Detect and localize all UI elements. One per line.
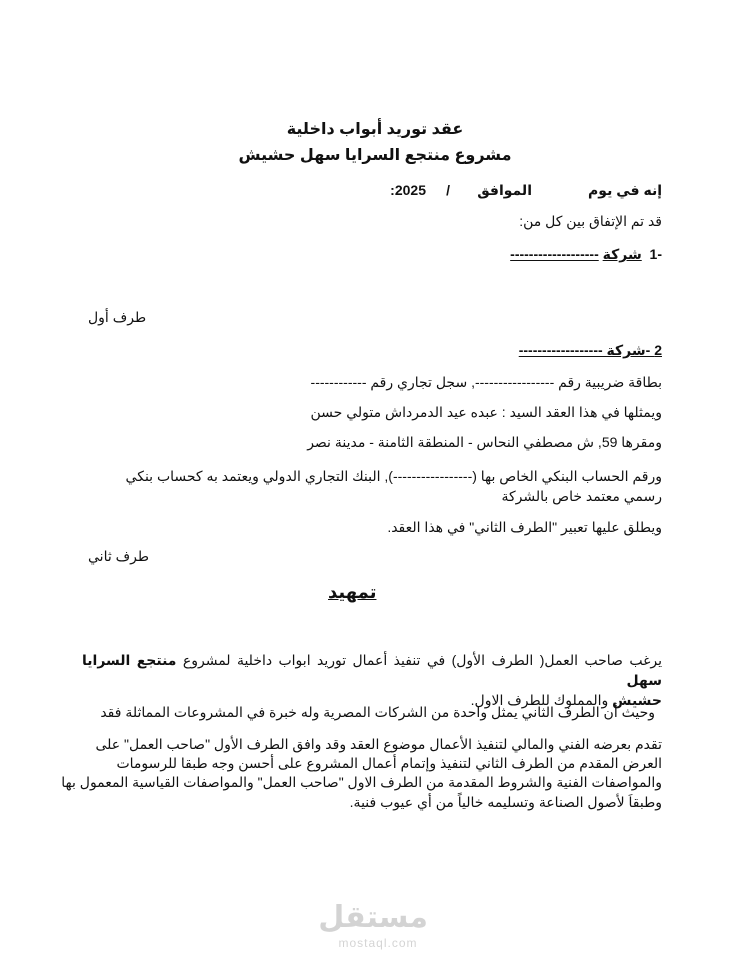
- preamble-paragraph-2: وحيث أن الطرف الثاني يمثل واحدة من الشركات المصرية وله خبرة في المشروعات المماثلة فقد: [100, 704, 655, 720]
- party2-called-line: ويطلق عليها تعبير "الطرف الثاني" في هذا العقد.: [387, 519, 662, 535]
- mostaql-watermark-logo: [318, 900, 428, 960]
- intro-text: قد تم الإتفاق بين كل من:: [519, 213, 662, 229]
- party1-number: -1: [649, 246, 662, 262]
- date-year: 2025:: [390, 182, 426, 198]
- preamble-p3-line-3: والمواصفات الفنية والشروط المقدمة من الطرف الاول "صاحب العمل" والمواصفات القياسية المعمول بها: [61, 774, 662, 790]
- preamble-p1-project: منتجع السرايا سهل: [82, 652, 662, 688]
- party2-rep-line: ويمثلها في هذا العقد السيد : عبده عيد الدمرداش متولي حسن: [310, 404, 662, 420]
- date-day-label: إنه في يوم: [588, 182, 662, 198]
- preamble-p3-line-4: وطبقاَ لأصول الصناعة وتسليمه خالياً من أي عيوب فنية.: [349, 794, 662, 810]
- watermark-arabic: مستقل: [318, 901, 428, 934]
- project-title: مشروع منتجع السرايا سهل حشيش: [238, 147, 512, 164]
- date-mowafeq-label: الموافق: [477, 182, 532, 198]
- party1-company: شركة: [602, 246, 642, 262]
- preamble-p1-tail: والمملوك للطرف الاول.: [470, 692, 609, 708]
- watermark-latin: mostaql.com: [338, 936, 418, 950]
- party1-dashes: -------------------: [510, 246, 599, 262]
- preamble-paragraph-1: [82, 650, 662, 710]
- contract-title: عقد توريد أبواب داخلية: [286, 121, 464, 138]
- party1-heading: [510, 245, 662, 263]
- party2-tax-line: بطاقة ضريبية رقم -----------------, سجل تجاري رقم ------------: [310, 374, 662, 390]
- preamble-heading: تمهيد: [328, 582, 377, 602]
- preamble-p3-line-1: تقدم بعرضه الفني والمالي لتنفيذ الأعمال موضوع العقد وقد وافق الطرف الأول "صاحب العمل" على: [95, 736, 662, 752]
- party2-bank-line-2: رسمي معتمد خاص بالشركة: [501, 488, 662, 504]
- preamble-p1-text: يرغب صاحب العمل( الطرف الأول) في تنفيذ أعمال توريد ابواب داخلية لمشروع: [182, 652, 663, 668]
- party2-label: طرف ثاني: [88, 548, 149, 564]
- party1-label: طرف أول: [88, 309, 147, 325]
- party2-heading: 2 -شركة ------------------: [518, 342, 662, 358]
- party2-bank-line: ورقم الحساب البنكي الخاص بها (-----------------), البنك التجاري الدولي ويعتمد به كحساب بنكي: [125, 468, 662, 484]
- party2-address-line: ومقرها 59, ش مصطفي النحاس - المنطقة الثامنة - مدينة نصر: [307, 434, 662, 450]
- preamble-p1-project-2: حشيش: [612, 692, 662, 708]
- preamble-p3-line-2: العرض المقدم من الطرف الثاني لتنفيذ وإتمام أعمال المشروع على أحسن وجه طبقا للرسومات: [116, 755, 662, 771]
- date-slash: /: [446, 182, 450, 198]
